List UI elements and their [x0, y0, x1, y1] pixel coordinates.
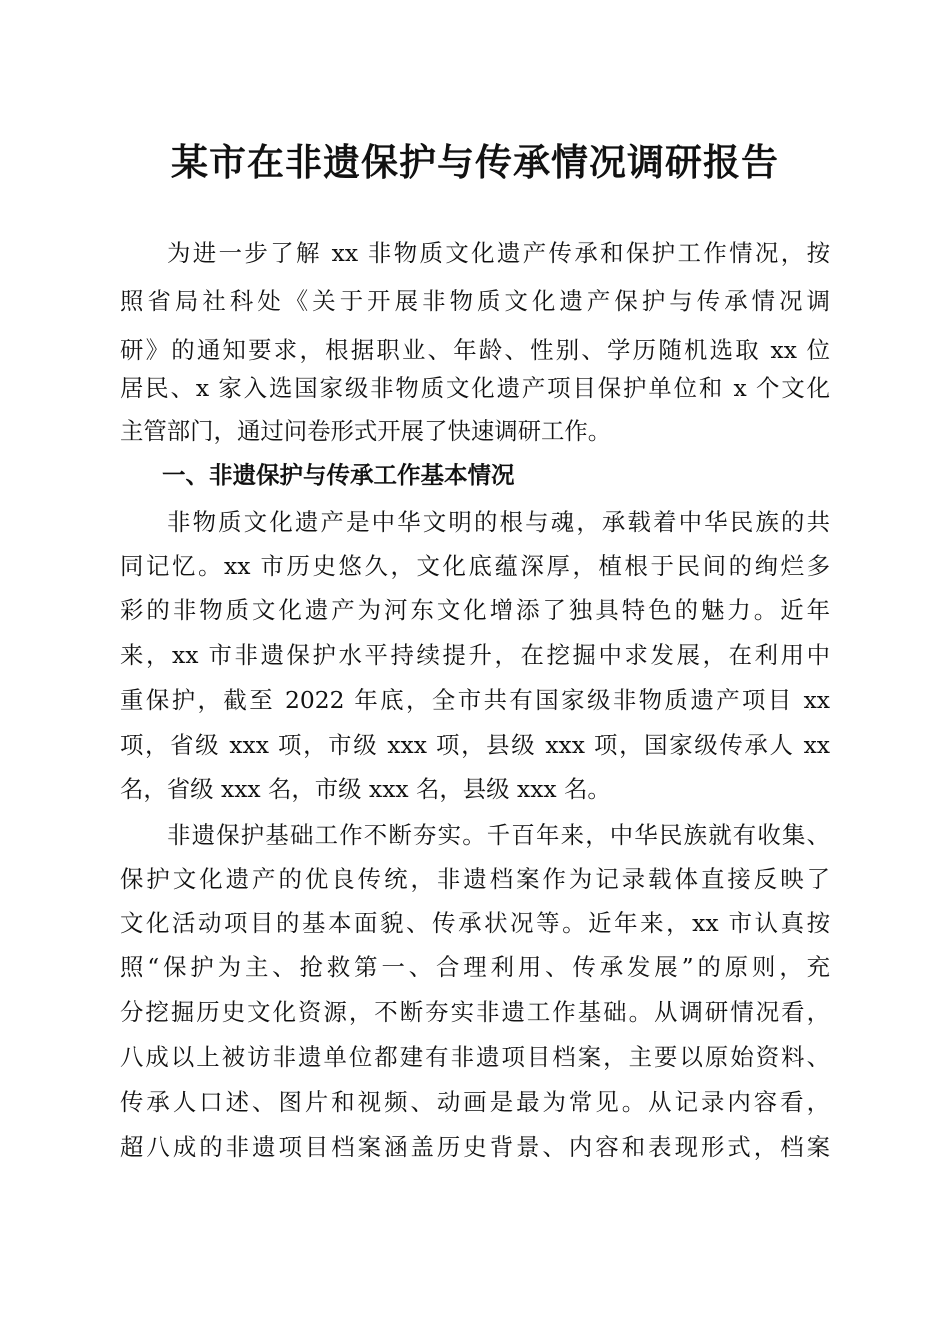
paragraph-line: 非遗保护基础工作不断夯实。千百年来，中华民族就有收集、 — [167, 821, 830, 849]
paragraph-line: 超八成的非遗项目档案涵盖历史背景、内容和表现形式，档案 — [120, 1133, 830, 1161]
paragraph-line: 主管部门，通过问卷形式开展了快速调研工作。 — [120, 417, 612, 445]
paragraph-line: 名，省级 xxx 名，市级 xxx 名，县级 xxx 名。 — [120, 775, 611, 803]
paragraph-line: 保护文化遗产的优良传统，非遗档案作为记录载体直接反映了 — [120, 865, 830, 893]
section-heading: 一、非遗保护与传承工作基本情况 — [162, 461, 515, 489]
paragraph-line: 分挖掘历史文化资源，不断夯实非遗工作基础。从调研情况看， — [120, 998, 830, 1026]
paragraph-line: 居民、x 家入选国家级非物质文化遗产项目保护单位和 x 个文化 — [120, 374, 830, 402]
paragraph-line: 来，xx 市非遗保护水平持续提升，在挖掘中求发展，在利用中 — [120, 641, 830, 669]
paragraph-line: 照“保护为主、抢救第一、合理利用、传承发展”的原则，充 — [120, 953, 830, 981]
paragraph-line: 文化活动项目的基本面貌、传承状况等。近年来，xx 市认真按 — [120, 909, 830, 937]
paragraph-line: 同记忆。xx 市历史悠久，文化底蕴深厚，植根于民间的绚烂多 — [120, 552, 830, 580]
paragraph-line: 重保护，截至 2022 年底，全市共有国家级非物质遗产项目 xx — [120, 686, 830, 714]
paragraph-line: 为进一步了解 xx 非物质文化遗产传承和保护工作情况，按 — [167, 239, 830, 267]
paragraph-line: 八成以上被访非遗单位都建有非遗项目档案，主要以原始资料、 — [120, 1043, 830, 1071]
paragraph-line: 彩的非物质文化遗产为河东文化增添了独具特色的魅力。近年 — [120, 596, 830, 624]
document-title: 某市在非遗保护与传承情况调研报告 — [171, 140, 779, 184]
paragraph-line: 非物质文化遗产是中华文明的根与魂，承载着中华民族的共 — [167, 508, 830, 536]
paragraph-line: 项，省级 xxx 项，市级 xxx 项，县级 xxx 项，国家级传承人 xx — [120, 731, 830, 759]
paragraph-line: 照省局社科处《关于开展非物质文化遗产保护与传承情况调 — [120, 287, 830, 315]
paragraph-line: 研》的通知要求，根据职业、年龄、性别、学历随机选取 xx 位 — [120, 336, 830, 364]
paragraph-line: 传承人口述、图片和视频、动画是最为常见。从记录内容看， — [120, 1088, 830, 1116]
